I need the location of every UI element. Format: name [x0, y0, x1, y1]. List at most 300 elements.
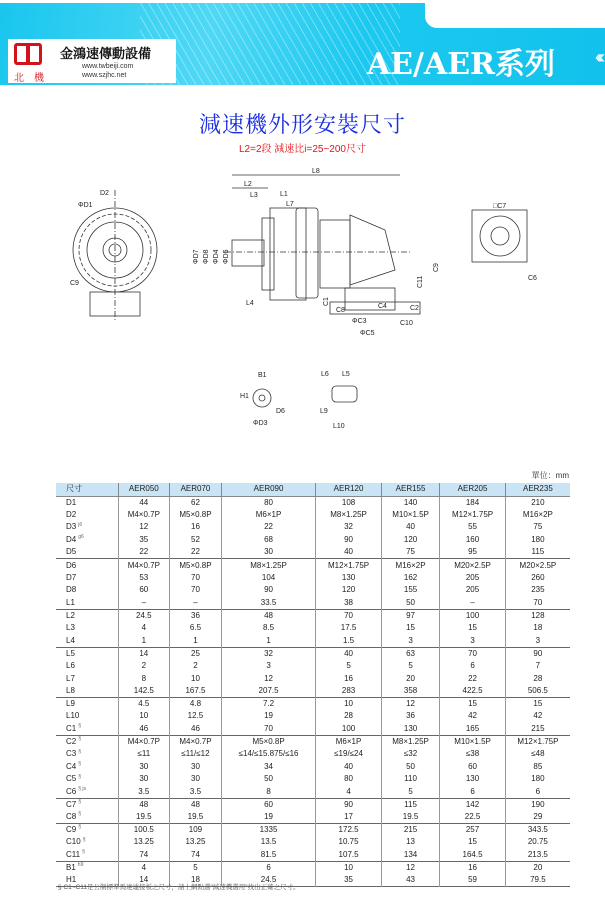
table-cell: M5×0.8P	[170, 559, 222, 572]
table-cell: M12×1.75P	[316, 559, 381, 572]
row-label-note: §	[78, 723, 82, 730]
table-cell: 6	[221, 861, 316, 874]
table-row	[56, 559, 570, 572]
row-label	[56, 698, 118, 711]
company-name: 金鴻速傳動設備	[60, 47, 152, 62]
label-l10: L10	[333, 423, 345, 430]
table-cell: 81.5	[221, 849, 316, 862]
row-label-text: D7	[66, 572, 77, 582]
row-label-note: §	[78, 773, 82, 780]
table-cell: 74	[118, 849, 170, 862]
row-label	[56, 735, 118, 748]
table-cell: 36	[170, 609, 222, 622]
row-label	[56, 861, 118, 874]
table-cell: 52	[170, 534, 222, 547]
label-c10: C10	[400, 320, 413, 327]
table-cell: 17	[316, 811, 381, 824]
table-cell: 75	[381, 546, 440, 559]
row-label-note: §	[82, 836, 86, 843]
label-c9-side: C9	[433, 263, 440, 272]
table-cell: 215	[381, 823, 440, 836]
column-header: AER070	[170, 483, 222, 496]
table-row	[56, 509, 570, 522]
table-cell: 1	[170, 635, 222, 648]
table-cell: 160	[440, 534, 505, 547]
table-row	[56, 861, 570, 874]
table-row	[56, 672, 570, 685]
table-cell: 134	[381, 849, 440, 862]
label-l9: L9	[320, 408, 328, 415]
row-label-text: D3	[66, 522, 77, 532]
table-cell: 30	[118, 760, 170, 773]
table-row	[56, 534, 570, 547]
table-cell: 12.5	[170, 710, 222, 723]
table-cell: 162	[381, 572, 440, 585]
table-cell: 130	[440, 773, 505, 786]
table-cell: M5×0.8P	[221, 735, 316, 748]
table-cell: 44	[118, 496, 170, 509]
table-cell: ≤38	[440, 748, 505, 761]
label-l5: L5	[342, 371, 350, 378]
table-cell: 15	[440, 622, 505, 635]
row-label-note: §	[78, 736, 82, 743]
table-cell: 42	[505, 710, 570, 723]
table-cell: 5	[170, 861, 222, 874]
table-cell: 29	[505, 811, 570, 824]
table-cell: 32	[316, 521, 381, 534]
row-label-text: H1	[66, 874, 77, 884]
row-label-text: C4	[66, 761, 77, 771]
row-label-text: C6	[66, 786, 77, 796]
table-cell: 167.5	[170, 685, 222, 698]
table-cell: 20.75	[505, 836, 570, 849]
row-label	[56, 836, 118, 849]
table-cell: 12	[381, 698, 440, 711]
table-cell: 110	[381, 773, 440, 786]
table-cell: 100	[316, 723, 381, 736]
table-cell: 235	[505, 584, 570, 597]
table-cell: 60	[221, 798, 316, 811]
table-cell: 25	[170, 647, 222, 660]
table-cell: M16×2P	[505, 509, 570, 522]
column-header: AER205	[440, 483, 505, 496]
label-c1: C1	[323, 297, 330, 306]
table-cell: 70	[221, 723, 316, 736]
row-label-text: D1	[66, 497, 77, 507]
label-d4: ΦD4	[213, 249, 220, 264]
table-row	[56, 735, 570, 748]
table-cell: 1.5	[316, 635, 381, 648]
table-cell: 36	[381, 710, 440, 723]
table-cell: 1335	[221, 823, 316, 836]
table-cell: 70	[170, 584, 222, 597]
row-label	[56, 660, 118, 673]
table-cell: 12	[381, 861, 440, 874]
table-row	[56, 773, 570, 786]
row-label-text: L1	[66, 597, 75, 607]
label-d8: ΦD8	[203, 249, 210, 264]
table-cell: ≤32	[381, 748, 440, 761]
row-label-note: h9	[77, 862, 84, 869]
table-cell: 85	[505, 760, 570, 773]
row-label-text: L9	[66, 699, 75, 709]
row-label	[56, 635, 118, 648]
table-row	[56, 647, 570, 660]
logo-text: 北機	[14, 73, 54, 84]
table-cell: 210	[505, 496, 570, 509]
row-label-text: D6	[66, 560, 77, 570]
table-row	[56, 823, 570, 836]
table-cell: M8×1.25P	[316, 509, 381, 522]
table-cell: 16	[316, 672, 381, 685]
table-cell: 155	[381, 584, 440, 597]
table-cell: ≤14/≤15.875/≤16	[221, 748, 316, 761]
header-banner	[0, 3, 605, 85]
table-row	[56, 710, 570, 723]
table-cell: 14	[118, 647, 170, 660]
table-cell: 28	[505, 672, 570, 685]
row-label-text: L2	[66, 610, 75, 620]
row-label	[56, 710, 118, 723]
table-cell: 20	[381, 672, 440, 685]
table-cell: 19.5	[381, 811, 440, 824]
label-d2: D2	[100, 190, 109, 197]
table-cell: 40	[316, 647, 381, 660]
label-l1: L1	[280, 191, 288, 198]
chevrons-icon: ‹‹‹	[595, 47, 601, 67]
row-label	[56, 849, 118, 862]
table-cell: 24.5	[118, 609, 170, 622]
shaft-key-detail-drawing	[240, 371, 357, 430]
table-cell: 4	[118, 861, 170, 874]
table-cell: 3	[440, 635, 505, 648]
table-cell: 15	[440, 836, 505, 849]
row-label-text: C5	[66, 774, 77, 784]
table-cell: 260	[505, 572, 570, 585]
table-cell: 130	[381, 723, 440, 736]
row-label-text: D8	[66, 585, 77, 595]
table-cell: –	[440, 597, 505, 610]
row-label	[56, 723, 118, 736]
table-cell: 107.5	[316, 849, 381, 862]
row-label	[56, 685, 118, 698]
row-label	[56, 647, 118, 660]
table-cell: M12×1.75P	[440, 509, 505, 522]
table-cell: ≤11	[118, 748, 170, 761]
row-label	[56, 521, 118, 534]
label-l8: L8	[312, 168, 320, 175]
website-2: www.szjhc.net	[82, 72, 127, 79]
table-cell: 22	[221, 521, 316, 534]
table-cell: 32	[221, 647, 316, 660]
table-cell: 60	[118, 584, 170, 597]
table-row	[56, 572, 570, 585]
table-row	[56, 685, 570, 698]
row-label	[56, 597, 118, 610]
table-row	[56, 748, 570, 761]
table-cell: M5×0.8P	[170, 509, 222, 522]
table-cell: M8×1.25P	[381, 735, 440, 748]
table-cell: 22	[118, 546, 170, 559]
table-cell: 8.5	[221, 622, 316, 635]
table-cell: 28	[316, 710, 381, 723]
table-cell: 2	[170, 660, 222, 673]
table-cell: 46	[118, 723, 170, 736]
table-row	[56, 609, 570, 622]
label-c3: ΦC3	[352, 318, 367, 325]
table-cell: 3	[221, 660, 316, 673]
table-cell: 4.5	[118, 698, 170, 711]
row-label-text: L7	[66, 673, 75, 683]
table-row	[56, 849, 570, 862]
table-cell: 30	[170, 773, 222, 786]
label-d6: D6	[276, 408, 285, 415]
table-cell: –	[118, 597, 170, 610]
table-cell: 90	[221, 584, 316, 597]
table-cell: 48	[221, 609, 316, 622]
table-cell: 205	[440, 572, 505, 585]
table-cell: 283	[316, 685, 381, 698]
table-cell: 120	[381, 534, 440, 547]
table-cell: 5	[381, 660, 440, 673]
table-cell: 60	[440, 760, 505, 773]
table-cell: M10×1.5P	[381, 509, 440, 522]
table-cell: 164.5	[440, 849, 505, 862]
row-label-text: C1	[66, 723, 77, 733]
table-cell: M4×0.7P	[118, 559, 170, 572]
table-cell: 50	[381, 760, 440, 773]
table-cell: 68	[221, 534, 316, 547]
table-cell: 142	[440, 798, 505, 811]
table-cell: 115	[505, 546, 570, 559]
row-label	[56, 609, 118, 622]
logo-icon	[14, 43, 42, 65]
table-cell: 90	[316, 798, 381, 811]
table-cell: 19	[221, 710, 316, 723]
website-1: www.twbeiji.com	[82, 63, 134, 70]
row-label-note: §	[82, 849, 85, 856]
row-label	[56, 496, 118, 509]
row-label-text: L5	[66, 648, 75, 658]
table-cell: 128	[505, 609, 570, 622]
column-header: AER155	[381, 483, 440, 496]
table-cell: 10.75	[316, 836, 381, 849]
table-cell: 35	[316, 874, 381, 887]
label-c6: C6	[528, 275, 537, 282]
table-cell: 6	[505, 786, 570, 799]
table-cell: 80	[316, 773, 381, 786]
table-cell: 3	[505, 635, 570, 648]
table-cell: 70	[440, 647, 505, 660]
row-label	[56, 559, 118, 572]
table-cell: 50	[221, 773, 316, 786]
footnote: § C1~C11是公制標準馬達連接板之尺寸，請上網點選"減速機選用"找出正確之尺寸。	[58, 884, 300, 891]
column-header: AER090	[221, 483, 316, 496]
row-label	[56, 509, 118, 522]
table-cell: 10	[316, 698, 381, 711]
table-cell: 13.25	[170, 836, 222, 849]
table-cell: 15	[505, 698, 570, 711]
row-label-text: L8	[66, 685, 75, 695]
company-logo	[8, 39, 176, 83]
table-row	[56, 660, 570, 673]
table-cell: 165	[440, 723, 505, 736]
row-label-text: C3	[66, 749, 77, 759]
table-cell: 130	[316, 572, 381, 585]
table-cell: 48	[118, 798, 170, 811]
table-cell: ≤48	[505, 748, 570, 761]
table-cell: 5	[381, 786, 440, 799]
table-cell: 90	[316, 534, 381, 547]
table-cell: 422.5	[440, 685, 505, 698]
table-cell: 140	[381, 496, 440, 509]
table-cell: ≤11/≤12	[170, 748, 222, 761]
row-label-text: D5	[66, 547, 77, 557]
table-cell: 22.5	[440, 811, 505, 824]
table-cell: 3.5	[118, 786, 170, 799]
table-cell: 40	[316, 760, 381, 773]
table-cell: 24.5	[221, 874, 316, 887]
table-cell: 48	[170, 798, 222, 811]
table-cell: 15	[440, 698, 505, 711]
table-cell: 43	[381, 874, 440, 887]
table-cell: 19.5	[118, 811, 170, 824]
dimension-table	[56, 483, 570, 887]
table-cell: 8	[118, 672, 170, 685]
label-l2: L2	[244, 181, 252, 188]
row-label-text: C9	[66, 824, 77, 834]
row-label-text: C10	[66, 837, 81, 847]
table-cell: 3	[381, 635, 440, 648]
table-cell: 40	[381, 521, 440, 534]
table-cell: 19	[221, 811, 316, 824]
table-cell: 6	[440, 660, 505, 673]
column-header: AER050	[118, 483, 170, 496]
row-label-text: L4	[66, 635, 75, 645]
label-d5: ΦD5	[223, 249, 230, 264]
table-cell: 13.5	[221, 836, 316, 849]
table-row	[56, 635, 570, 648]
table-cell: 172.5	[316, 823, 381, 836]
row-label-text: L3	[66, 623, 75, 633]
table-cell: 46	[170, 723, 222, 736]
table-row	[56, 811, 570, 824]
label-c9: C9	[70, 280, 79, 287]
label-d1: ΦD1	[78, 202, 93, 209]
column-header: AER120	[316, 483, 381, 496]
table-cell: M6×1P	[221, 509, 316, 522]
row-label-text: D4	[66, 535, 77, 545]
table-cell: 8	[221, 786, 316, 799]
motor-flange-view-drawing	[472, 203, 537, 282]
row-label	[56, 572, 118, 585]
table-cell: 257	[440, 823, 505, 836]
table-cell: 35	[118, 534, 170, 547]
series-title: AE/AER系列	[366, 47, 555, 82]
label-l6: L6	[321, 371, 329, 378]
table-cell: 18	[170, 874, 222, 887]
row-label	[56, 823, 118, 836]
page-title: 減速機外形安裝尺寸	[198, 113, 406, 138]
table-cell: 59	[440, 874, 505, 887]
table-cell: 104	[221, 572, 316, 585]
table-cell: 10	[316, 861, 381, 874]
table-cell: 10	[170, 672, 222, 685]
table-row	[56, 496, 570, 509]
row-label	[56, 584, 118, 597]
label-d3: ΦD3	[253, 420, 268, 427]
label-c5: ΦC5	[360, 330, 375, 337]
table-cell: 33.5	[221, 597, 316, 610]
table-cell: 30	[221, 546, 316, 559]
table-cell: 7.2	[221, 698, 316, 711]
table-cell: 2	[118, 660, 170, 673]
table-cell: M4×0.7P	[118, 735, 170, 748]
table-cell: 213.5	[505, 849, 570, 862]
table-cell: 120	[316, 584, 381, 597]
row-label-text: L6	[66, 661, 75, 671]
table-cell: M10×1.5P	[440, 735, 505, 748]
table-cell: 13.25	[118, 836, 170, 849]
table-row	[56, 521, 570, 534]
table-cell: 55	[440, 521, 505, 534]
table-cell: 95	[440, 546, 505, 559]
table-cell: 63	[381, 647, 440, 660]
table-row	[56, 546, 570, 559]
row-label	[56, 534, 118, 547]
table-cell: 22	[170, 546, 222, 559]
row-label	[56, 546, 118, 559]
table-cell: 70	[505, 597, 570, 610]
row-label	[56, 748, 118, 761]
table-row	[56, 698, 570, 711]
table-cell: 50	[381, 597, 440, 610]
table-cell: 12	[118, 521, 170, 534]
table-cell: 53	[118, 572, 170, 585]
table-cell: 30	[118, 773, 170, 786]
table-cell: 30	[170, 760, 222, 773]
table-cell: 343.5	[505, 823, 570, 836]
label-h1: H1	[240, 393, 249, 400]
table-cell: 4	[118, 622, 170, 635]
label-d7: ΦD7	[193, 249, 200, 264]
table-cell: 15	[381, 622, 440, 635]
table-cell: 6	[440, 786, 505, 799]
table-cell: 79.5	[505, 874, 570, 887]
table-cell: –	[170, 597, 222, 610]
label-b1: B1	[258, 372, 267, 379]
table-cell: 18	[505, 622, 570, 635]
table-cell: 180	[505, 534, 570, 547]
row-label	[56, 811, 118, 824]
table-cell: M8×1.25P	[221, 559, 316, 572]
table-cell: 70	[170, 572, 222, 585]
row-label-note: §	[78, 799, 82, 806]
table-cell: 1	[221, 635, 316, 648]
table-cell: 207.5	[221, 685, 316, 698]
row-label-note: j6	[78, 521, 83, 528]
table-cell: 19.5	[170, 811, 222, 824]
table-cell: 14	[118, 874, 170, 887]
label-l7: L7	[286, 201, 294, 208]
table-cell: M6×1P	[316, 735, 381, 748]
table-row	[56, 723, 570, 736]
table-row	[56, 622, 570, 635]
table-cell: 115	[381, 798, 440, 811]
table-cell: ≤19/≤24	[316, 748, 381, 761]
unit-label: 單位：mm	[531, 471, 569, 480]
table-cell: 62	[170, 496, 222, 509]
